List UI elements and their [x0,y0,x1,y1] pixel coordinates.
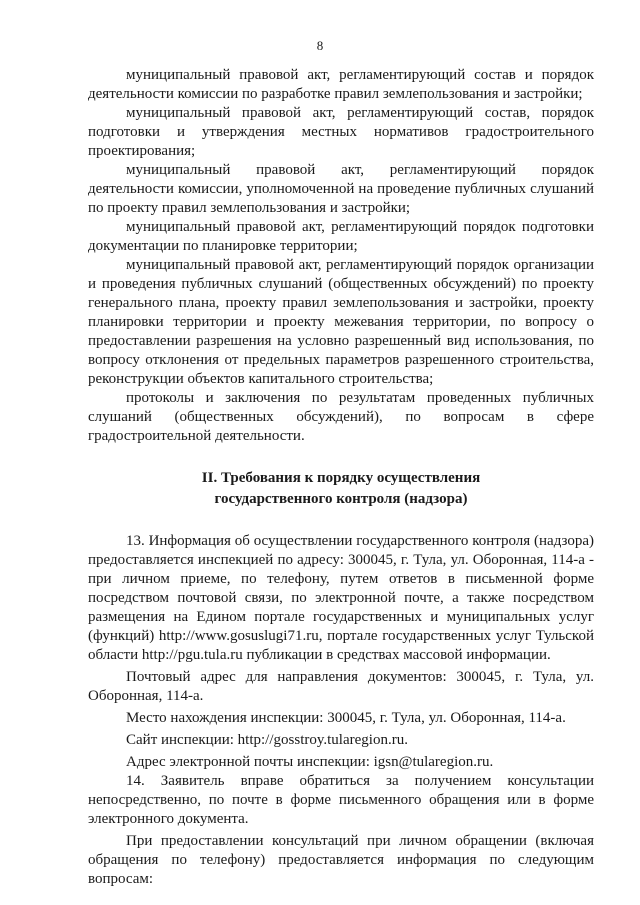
paragraph: муниципальный правовой акт, регламентирующий порядок подготовки документации по планировке территории; [88,219,594,254]
page-number: 8 [316,38,324,53]
paragraph: 14. Заявитель вправе обратиться за получением консультации непосредственно, по почте в форме письменного обращения или в форме электронного документа. [88,773,594,827]
paragraph: муниципальный правовой акт, регламентирующий порядок организации и проведения публичных слушаний (общественных обсуждений) по проекту генерального плана, проекту правил землепользования и застройки, проекту планировки территории и проекту межевания территории, по вопросу о предоставлении разрешения на условно разрешенный вид использования, по вопросу отклонения от предельных параметров разрешенного строительства, реконструкции объектов капитального строительства; [88,257,594,387]
section-heading [88,468,594,510]
paragraph: муниципальный правовой акт, регламентирующий состав и порядок деятельности комиссии по разработке правил землепользования и застройки; [88,67,594,102]
document-body [88,66,594,889]
paragraph: муниципальный правовой акт, регламентирующий состав, порядок подготовки и утверждения местных нормативов градостроительного проектирования; [88,105,594,159]
paragraph: муниципальный правовой акт, регламентирующий порядок деятельности комиссии, уполномоченной на проведение публичных слушаний по проекту правил землепользования и застройки; [88,162,594,216]
paragraph: 13. Информация об осуществлении государственного контроля (надзора) предоставляется инспекцией по адресу: 300045, г. Тула, ул. Оборонная, 114-а - при личном приеме, по телефону, путем ответов в письменной форме посредством почтовой связи, по электронной почте, а также посредством размещения на Едином портале государственных и муниципальных услуг (функций) http://www.gosuslugi71.ru, портале государственных услуг Тульской области http://pgu.tula.ru публикации в средствах массовой информации. [88,533,594,663]
section-heading-line2: государственного контроля (надзора) [214,491,468,507]
paragraph: Адрес электронной почты инспекции: igsn@tularegion.ru. [126,754,494,770]
paragraph: При предоставлении консультаций при личном обращении (включая обращения по телефону) предоставляется информация по следующим вопросам: [88,833,594,887]
paragraph: протоколы и заключения по результатам проведенных публичных слушаний (общественных обсуждений), по вопросам в сфере градостроительной деятельности. [88,390,594,444]
paragraph: Сайт инспекции: http://gosstroy.tularegion.ru. [126,732,408,748]
paragraph: Место нахождения инспекции: 300045, г. Тула, ул. Оборонная, 114-а. [126,710,566,726]
section-heading-line1: II. Требования к порядку осуществления [201,470,481,486]
paragraph: Почтовый адрес для направления документов: 300045, г. Тула, ул. Оборонная, 114-а. [88,669,594,704]
